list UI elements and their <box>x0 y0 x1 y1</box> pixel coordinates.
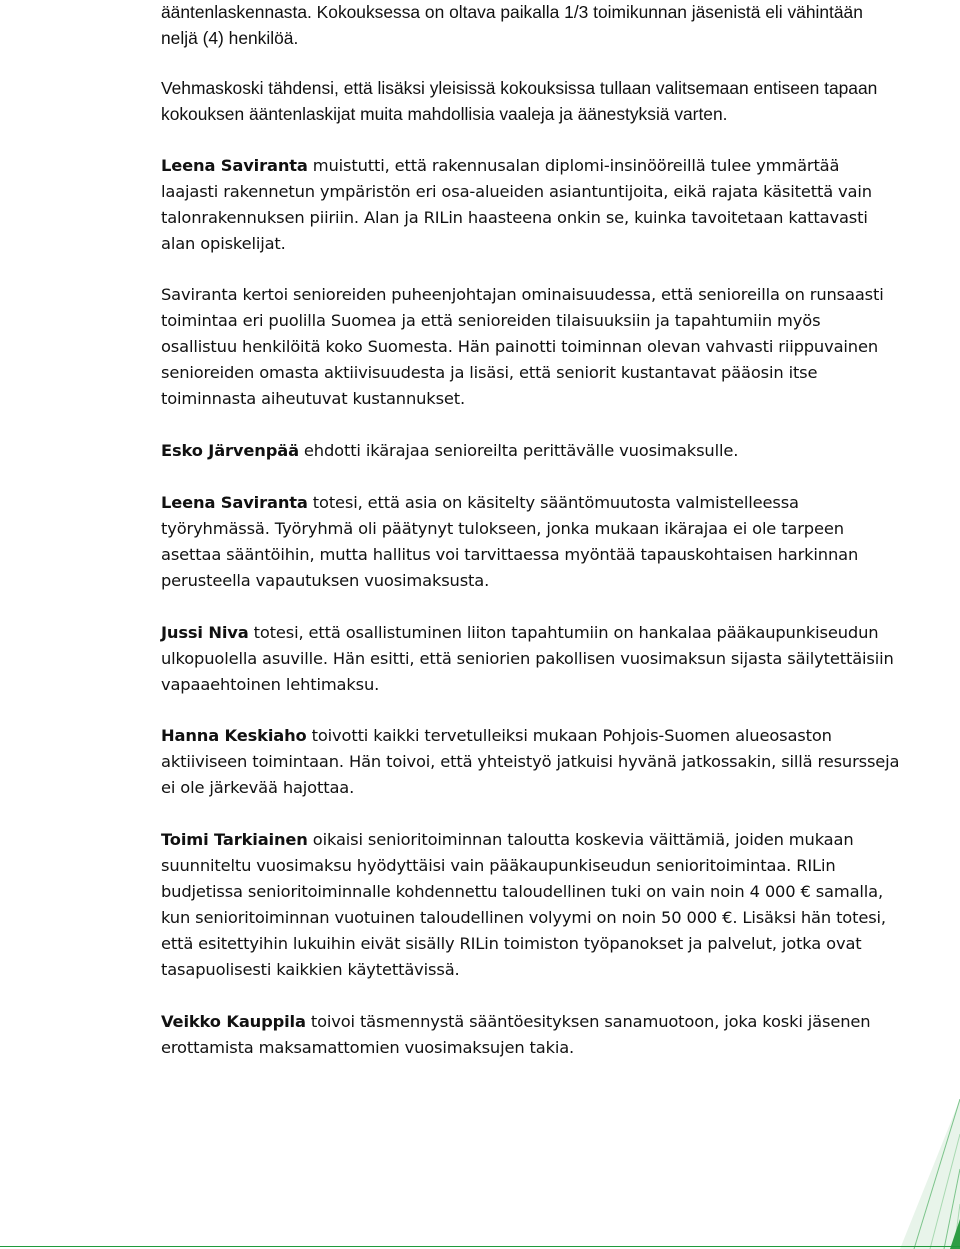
paragraph-text: toivotti kaikki tervetulleiksi mukaan Pohjois-Suomen alueosaston aktiiviseen toimintaan. Hän toivoi, että yhteistyö jatkuisi hyvänä jatkossakin, sillä resursseja ei ole järkevää hajottaa. <box>161 726 900 797</box>
speaker-name: Toimi Tarkiainen <box>161 830 308 849</box>
speaker-name: Leena Saviranta <box>161 493 308 512</box>
paragraph-text: totesi, että asia on käsitelty sääntömuutosta valmistelleessa työryhmässä. Työryhmä oli päätynyt tulokseen, jonka mukaan ikärajaa ei ole tarpeen asettaa sääntöihin, mutta hallitus voi tarvittaessa myöntää tapauskohtaisen harkinnan perusteella vapautuksen vuosimaksusta. <box>161 493 859 590</box>
paragraph-niva <box>161 620 901 698</box>
paragraph-text: muistutti, että rakennusalan diplomi-insinööreillä tulee ymmärtää laajasti rakennetun ympäristön eri osa-alueiden asiantuntijoita, eikä rajata käsitettä vain talonrakennuksen piiriin. Alan ja RILin haasteena onkin se, kuinka tavoitetaan kattavasti alan opiskelijat. <box>161 156 872 253</box>
speaker-name: Leena Saviranta <box>161 156 308 175</box>
paragraph-text: toivoi täsmennystä sääntöesityksen sanamuotoon, joka koski jäsenen erottamista maksamattomien vuosimaksujen takia. <box>161 1012 871 1057</box>
paragraph-saviranta-3 <box>161 490 901 594</box>
speaker-name: Veikko Kauppila <box>161 1012 306 1031</box>
paragraph-saviranta-2: Saviranta kertoi senioreiden puheenjohtajan ominaisuudessa, että senioreilla on runsaasti toimintaa eri puolilla Suomea ja että senioreiden tilaisuuksiin ja tapahtumiin myös osallistuu henkilöitä koko Suomesta. Hän painotti toiminnan olevan vahvasti riippuvainen senioreiden omasta aktiivisuudesta ja lisäsi, että seniorit kustantavat pääosin itse toiminnasta aiheutuvat kustannukset. <box>161 285 884 408</box>
paragraph-kauppila <box>161 1009 901 1061</box>
footer-rule <box>0 1246 960 1247</box>
green-corner-decoration <box>900 1099 960 1249</box>
paragraph-jarvenpaa <box>161 438 738 464</box>
paragraph-text: ehdotti ikärajaa senioreilta perittävälle vuosimaksulle. <box>298 441 739 460</box>
paragraph-saviranta-1 <box>161 153 901 257</box>
speaker-name: Hanna Keskiaho <box>161 726 307 745</box>
paragraph-keskiaho <box>161 723 901 801</box>
paragraph-text: totesi, että osallistuminen liiton tapahtumiin on hankalaa pääkaupunkiseudun ulkopuolella asuville. Hän esitti, että seniorien pakollisen vuosimaksun sijasta säilytettäisiin vapaaehtoinen lehtimaksu. <box>161 623 894 694</box>
paragraph-tarkiainen <box>161 827 901 983</box>
speaker-name: Esko Järvenpää <box>161 441 299 460</box>
paragraph-text: oikaisi senioritoiminnan taloutta koskevia väittämiä, joiden mukaan suunniteltu vuosimaksu hyödyttäisi vain pääkaupunkiseudun senioritoimintaa. RILin budjetissa senioritoiminnalle kohdennettu taloudellinen tuki on vain noin 4 000 € samalla, kun senioritoiminnan vuotuinen taloudellinen volyymi on noin 50 000 €. Lisäksi hän totesi, että esitettyihin lukuihin eivät sisälly RILin toimiston työpanokset ja palvelut, jotka ovat tasapuolisesti kaikkien käytettävissä. <box>161 830 886 979</box>
speaker-name: Jussi Niva <box>161 623 249 642</box>
paragraph-vehmaskoski: Vehmaskoski tähdensi, että lisäksi yleisissä kokouksissa tullaan valitsemaan entiseen tapaan kokouksen ääntenlaskijat muita mahdollisia vaaleja ja äänestyksiä varten. <box>161 78 878 124</box>
paragraph-voting-quorum: ääntenlaskennasta. Kokouksessa on oltava paikalla 1/3 toimikunnan jäsenistä eli vähintään neljä (4) henkilöä. <box>161 2 863 48</box>
